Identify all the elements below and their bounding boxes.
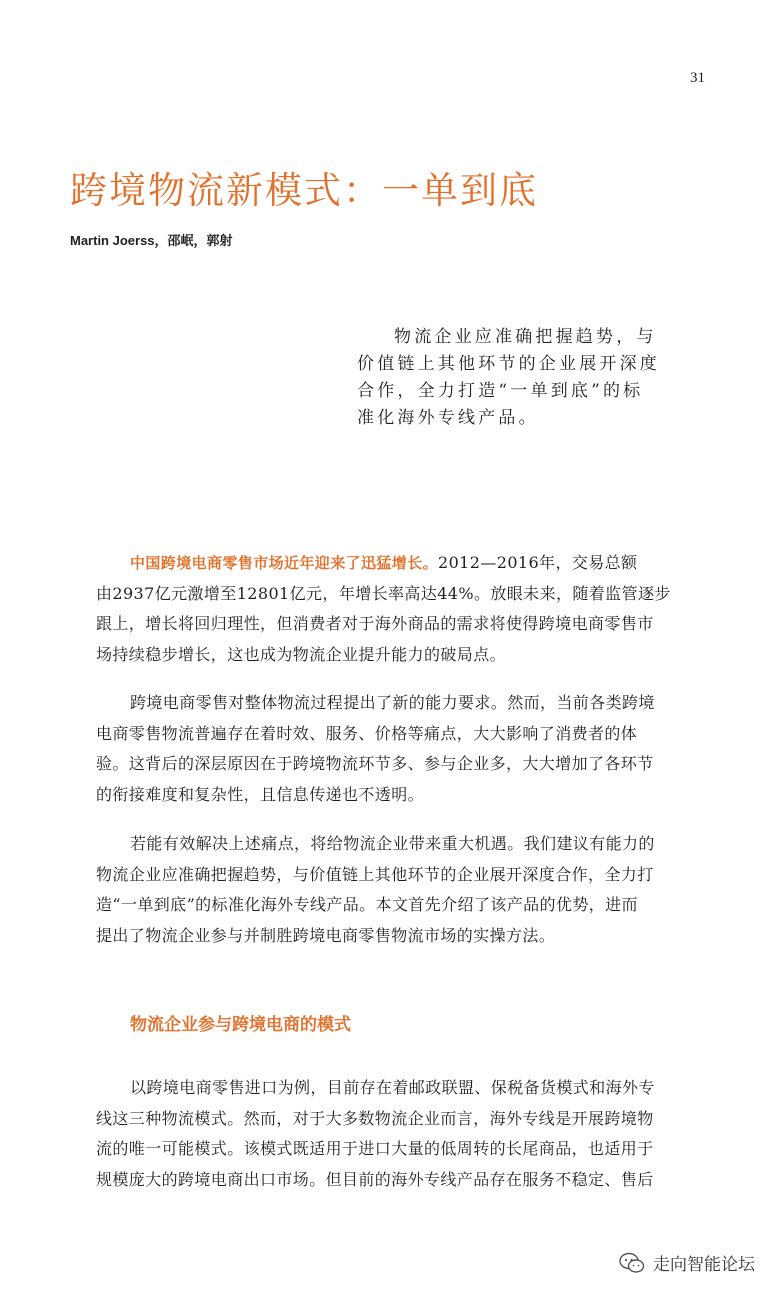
page-number: 31 bbox=[690, 70, 705, 86]
paragraph-3 bbox=[96, 829, 676, 951]
lead-highlight: 中国跨境电商零售市场近年迎来了迅猛增长。 bbox=[130, 554, 439, 572]
article-title: 跨境物流新模式：一单到底 bbox=[70, 169, 538, 212]
paragraph-line: 跟上，增长将回归理性，但消费者对于海外商品的需求将使得跨境电商零售市 bbox=[96, 614, 654, 633]
paragraph-line: 验。这背后的深层原因在于跨境物流环节多、参与企业多，大大增加了各环节 bbox=[96, 754, 654, 773]
paragraph-line: 跨境电商零售对整体物流过程提出了新的能力要求。然而，当前各类跨境 bbox=[130, 693, 655, 712]
pull-quote bbox=[357, 324, 677, 432]
paragraph-line: 线这三种物流模式。然而，对于大多数物流企业而言，海外专线是开展跨境物 bbox=[96, 1108, 654, 1128]
paragraph-2 bbox=[96, 688, 676, 810]
paragraph-line bbox=[96, 548, 676, 579]
paragraph-line: 由2937亿元激增至12801亿元，年增长率高达44%。放眼未来，随着监管逐步 bbox=[96, 583, 671, 603]
paragraph-line: 电商零售物流普遍存在着时效、服务、价格等痛点，大大影响了消费者的体 bbox=[96, 723, 638, 743]
pull-quote-line: 价值链上其他环节的企业展开深度 bbox=[357, 354, 660, 374]
watermark-text: 走向智能论坛 bbox=[653, 1255, 755, 1275]
paragraph-line: 流的唯一可能模式。该模式既适用于进口大量的低周转的长尾商品，也适用于 bbox=[96, 1139, 654, 1158]
paragraph-line: 的衔接难度和复杂性，且信息传递也不透明。 bbox=[96, 784, 425, 804]
paragraph-line-text: 2012—2016年，交易总额 bbox=[438, 553, 638, 572]
paragraph-line: 提出了物流企业参与并制胜跨境电商零售物流市场的实操方法。 bbox=[96, 925, 556, 945]
paragraph-line: 造“一单到底”的标准化海外专线产品。本文首先介绍了该产品的优势，进而 bbox=[96, 895, 638, 914]
paragraph-intro bbox=[96, 548, 676, 670]
paragraph-line: 场持续稳步增长，这也成为物流企业提升能力的破局点。 bbox=[96, 644, 507, 664]
paragraph-line: 若能有效解决上述痛点，将给物流企业带来重大机遇。我们建议有能力的 bbox=[130, 834, 655, 853]
wechat-watermark bbox=[619, 1250, 755, 1275]
paragraph-line: 以跨境电商零售进口为例，目前存在着邮政联盟、保税备货模式和海外专 bbox=[130, 1078, 655, 1097]
pull-quote-line: 物流企业应准确把握趋势，与 bbox=[394, 327, 657, 347]
section-heading: 物流企业参与跨境电商的模式 bbox=[130, 1015, 351, 1035]
pull-quote-line: 准化海外专线产品。 bbox=[357, 408, 539, 428]
paragraph-4 bbox=[96, 1073, 676, 1195]
article-authors: Martin Joerss，邵岷，郭射 bbox=[70, 233, 233, 248]
pull-quote-line: 合作，全力打造“一单到底”的标 bbox=[357, 381, 644, 401]
paragraph-line: 规模庞大的跨境电商出口市场。但目前的海外专线产品存在服务不稳定、售后 bbox=[96, 1169, 654, 1189]
paragraph-line: 物流企业应准确把握趋势，与价值链上其他环节的企业展开深度合作，全力打 bbox=[96, 864, 654, 884]
wechat-icon bbox=[619, 1252, 645, 1274]
